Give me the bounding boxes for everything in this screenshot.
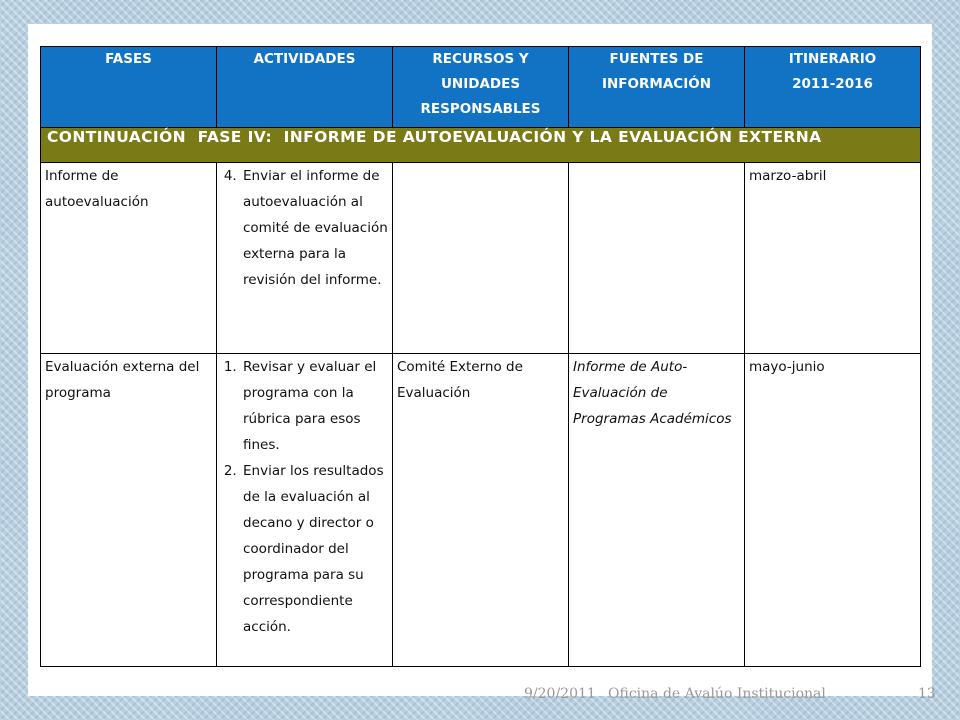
cell-itinerario: mayo-junio: [745, 354, 921, 667]
activity-list: [221, 163, 388, 293]
header-itinerario-title: ITINERARIO: [788, 51, 877, 67]
phases-table: [40, 46, 921, 667]
activity-item: 2. Enviar los resultados de la evaluación al decano y director o coordinador del programa para su correspondiente acción.: [241, 458, 388, 640]
cell-itinerario: marzo-abril: [745, 163, 921, 354]
activity-item: 4. Enviar el informe de autoevaluación al comité de evaluación externa para la revisión del informe.: [241, 163, 388, 293]
slide: [28, 24, 932, 696]
cell-actividades: [217, 163, 393, 354]
cell-fuentes: [569, 163, 745, 354]
footer-date: 9/20/2011: [524, 686, 596, 702]
header-row: [41, 47, 921, 128]
activity-item: 1. Revisar y evaluar el programa con la rúbrica para esos fines.: [241, 354, 388, 458]
cell-recursos: [393, 163, 569, 354]
cell-fase: Evaluación externa del programa: [41, 354, 217, 667]
cell-fuentes: Informe de Auto-Evaluación de Programas Académicos: [569, 354, 745, 667]
header-recursos: RECURSOS Y UNIDADES RESPONSABLES: [393, 47, 569, 128]
header-itinerario-years: 2011-2016: [792, 76, 873, 92]
header-fuentes: FUENTES DE INFORMACIÓN: [569, 47, 745, 128]
cell-recursos: Comité Externo de Evaluación: [393, 354, 569, 667]
header-actividades: ACTIVIDADES: [217, 47, 393, 128]
footer-office: Oficina de Avalúo Institucional: [608, 686, 826, 702]
header-itinerario: [745, 47, 921, 128]
section-band-row: [41, 128, 921, 163]
activity-list: [221, 354, 388, 640]
footer-page-number: 13: [918, 686, 936, 702]
table-row: [41, 354, 921, 667]
section-band: CONTINUACIÓN FASE IV: INFORME DE AUTOEVALUACIÓN Y LA EVALUACIÓN EXTERNA: [41, 128, 921, 163]
header-fases: FASES: [41, 47, 217, 128]
cell-fase: Informe de autoevaluación: [41, 163, 217, 354]
cell-actividades: [217, 354, 393, 667]
table-row: [41, 163, 921, 354]
